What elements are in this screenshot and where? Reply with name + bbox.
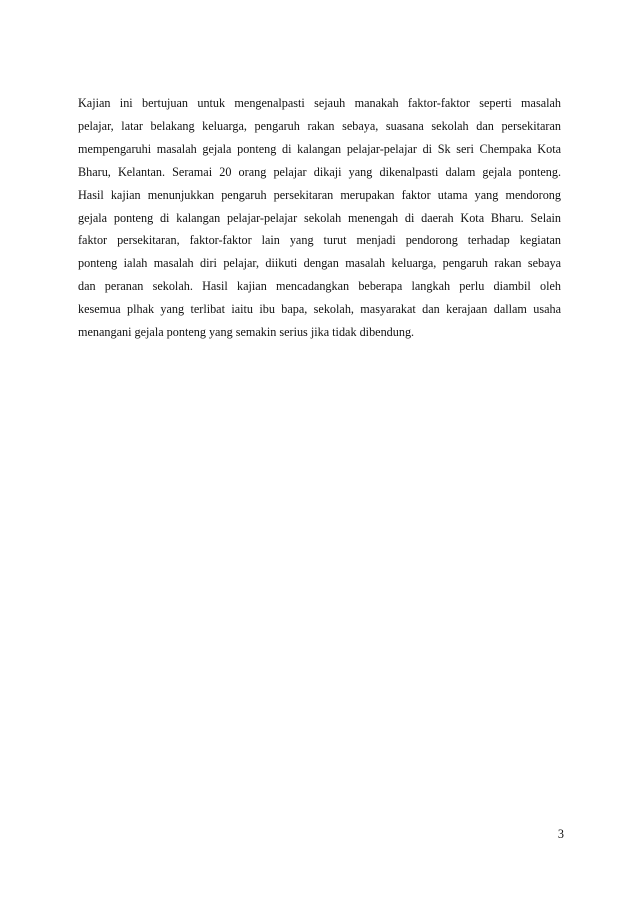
paragraph-line-7: faktor persekitaran, faktor-faktor lain yang turut menjadi pendorong terhadap kegiatan bbox=[78, 233, 561, 248]
paragraph-line-1: Kajian ini bertujuan untuk mengenalpasti sejauh manakah faktor-faktor seperti masalah bbox=[78, 96, 561, 110]
page-number: 3 bbox=[557, 827, 564, 841]
paragraph-line-2: pelajar, latar belakang keluarga, pengaruh rakan sebaya, suasana sekolah dan persekitaran bbox=[78, 118, 561, 133]
paragraph-line-6: gejala ponteng di kalangan pelajar-pelajar sekolah menengah di daerah Kota Bharu. Selain bbox=[78, 210, 561, 225]
paragraph-line-10: kesemua plhak yang terlibat iaitu ibu bapa, sekolah, masyarakat dan kerajaan dallam usaha bbox=[78, 302, 561, 317]
paragraph-line-11: menangani gejala ponteng yang semakin serius jika tidak dibendung. bbox=[78, 325, 415, 340]
paragraph-line-3: mempengaruhi masalah gejala ponteng di kalangan pelajar-pelajar di Sk seri Chempaka Kota bbox=[78, 141, 561, 156]
paragraph-line-5: Hasil kajian menunjukkan pengaruh persekitaran merupakan faktor utama yang mendorong bbox=[78, 187, 561, 202]
paragraph-line-9: dan peranan sekolah. Hasil kajian mencadangkan beberapa langkah perlu diambil oleh bbox=[78, 279, 561, 294]
paragraph-line-4: Bharu, Kelantan. Seramai 20 orang pelajar dikaji yang dikenalpasti dalam gejala ponteng. bbox=[78, 164, 561, 179]
abstract-paragraph bbox=[78, 92, 561, 344]
paragraph-line-8: ponteng ialah masalah diri pelajar, diikuti dengan masalah keluarga, pengaruh rakan sebaya bbox=[78, 256, 561, 271]
